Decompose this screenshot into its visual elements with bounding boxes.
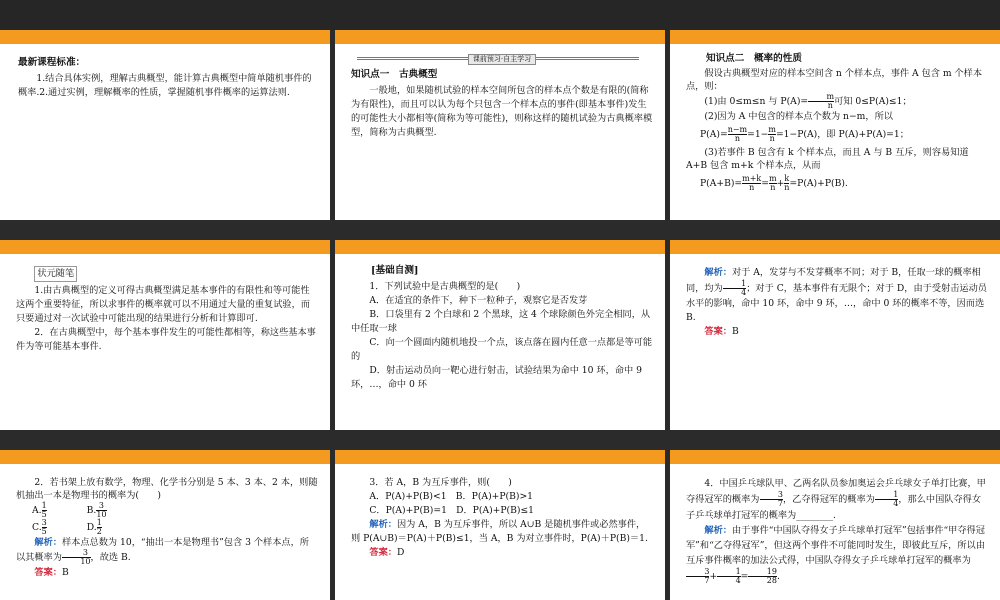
answer-label: 答案： — [369, 547, 397, 558]
slide-band — [0, 30, 330, 44]
slide-9[interactable] — [670, 450, 1000, 600]
slide-5[interactable] — [335, 240, 665, 430]
property-2: (2)因为 A 中包含的样本点个数为 n−m，所以 — [704, 111, 893, 122]
slide-3[interactable] — [670, 30, 1000, 220]
analysis-label: 解析： — [369, 519, 397, 530]
question-text: 2．若书架上放有数学，物理、化学书分别是 5 本、3 本、2 本，则随机抽出一本是物理书的概率为( ) — [16, 477, 318, 501]
analysis-label: 解析： — [34, 537, 62, 548]
choices-row-1 — [16, 502, 318, 519]
slide-heading: [基础自测] — [371, 265, 419, 276]
fraction: $\frac{n-m}{n}$ — [727, 125, 748, 143]
question-text: 3．若 A，B 为互斥事件，则( ) — [369, 477, 512, 488]
choice-a: A．在适宜的条件下，种下一粒种子，观察它是否发芽 — [369, 295, 588, 306]
analysis-text: 解析：样本点总数为 10，“抽出一本是物理书”包含 3 个样本点，所以其概率为 $\frac{3}{10}$ ，故选 B. — [16, 537, 309, 566]
slide-4[interactable] — [0, 240, 330, 430]
slide-1[interactable] — [0, 30, 330, 220]
analysis-text: 解析：由于事件“中国队夺得女子乒乓球单打冠军”包括事件“甲夺得冠军”和“乙夺得冠军”，但这两个事件不可能同时发生，即彼此互斥，所以由互斥事件概率的加法公式得，中国队夺得女子乒乓球单打冠军的概率为 $\frac{3}{7}$ + $\frac{1}{4}$ = $\frac{19}{28}$ . — [686, 525, 985, 585]
slide-text: 1.结合具体实例，理解古典概型，能计算古典概型中简单随机事件的概率.2.通过实例，理解概率的性质，掌握随机事件概率的运算法则. — [18, 73, 312, 98]
slide-band — [670, 30, 1000, 44]
fraction: $\frac{3}{10}$ — [62, 549, 91, 566]
fraction: $\frac{1}{4}$ — [723, 280, 746, 297]
slide-heading: 知识点一 古典概型 — [351, 69, 438, 80]
formula-2: P(A)= $\frac{n-m}{n}$ =1− $\frac{m}{n}$ =1−P(A)，即 P(A)+P(A)=1； — [700, 125, 909, 143]
choice-d: D. $\frac{1}{2}$ — [86, 518, 102, 536]
analysis-label: 解析： — [704, 525, 732, 536]
fraction: $\frac{m+k}{n}$ — [742, 174, 762, 192]
slide-band — [670, 450, 1000, 464]
slide-8[interactable] — [335, 450, 665, 600]
slide-7[interactable] — [0, 450, 330, 600]
choice-c: C. $\frac{3}{5}$ — [32, 518, 47, 536]
answer-text: 答案：D — [369, 547, 405, 558]
analysis-label: 解析： — [704, 267, 732, 278]
slide-text: 1.由古典概型的定义可得古典概型满足基本事件的有限性和等可能性这两个重要特征，所以求事件的概率就可以不用通过大量的重复试验，而只要通过对一次试验中可能出现的结果进行分析和计算即可. — [16, 285, 310, 324]
property-3: (3)若事件 B 包含有 k 个样本点，而且 A 与 B 互斥，则容易知道 A+B 包含 m+k 个样本点，从而 — [686, 147, 969, 171]
fraction: $\frac{k}{n}$ — [784, 174, 790, 192]
slide-band — [335, 30, 665, 44]
slide-band — [335, 450, 665, 464]
slide-text: 2．在古典概型中，每个基本事件发生的可能性都相等，称这些基本事件为等可能基本事件. — [16, 327, 316, 352]
fraction: $\frac{m}{n}$ — [768, 174, 777, 192]
choice-a: A. $\frac{1}{5}$ — [32, 501, 47, 519]
question-text: 4．中国乒乓球队甲、乙两名队员参加奥运会乒乓球女子单打比赛，甲夺得冠军的概率为 $\frac{3}{7}$ ，乙夺得冠军的概率为 $\frac{1}{4}$ ，那么中国队夺得女子乒乓球单打冠军的概率为________. — [686, 478, 986, 521]
tip-tag: 状元随笔 — [34, 266, 77, 282]
answer-label: 答案： — [704, 326, 732, 337]
slide-text: 一般地，如果随机试验的样本空间所包含的样本点个数是有限的(简称为有限性)，而且可以认为每个只包含一个样本点的事件(即基本事件)发生的可能性大小都相等(简称为等可能性)，则称这样的随机试验为古典概率模型，简称为古典概型. — [351, 85, 653, 138]
answer-text: 答案：B — [34, 567, 69, 578]
analysis-text: 解析：对于 A，发芽与不发芽概率不同；对于 B，任取一球的概率相同，均为 $\frac{1}{4}$ ；对于 C，基本事件有无限个；对于 D，由于受射击运动员水平的影响，命中 10 环，命中 9 环，…，命中 0 环的概率不等，因而选 B. — [686, 267, 987, 323]
question-text: 1．下列试验中是古典概型的是( ) — [369, 281, 521, 292]
choice-d: D．射击运动员向一靶心进行射击，试验结果为命中 10 环，命中 9 环，…，命中 0 环 — [351, 365, 642, 390]
choices-ab: A．P(A)+P(B)<1 B．P(A)+P(B)>1 — [369, 491, 533, 502]
analysis-text: 解析：因为 A，B 为互斥事件，所以 A∪B 是随机事件或必然事件，则 P(A∪B)＝P(A)＋P(B)≤1，当 A，B 为对立事件时，P(A)＋P(B)＝1. — [351, 519, 648, 544]
slide-2[interactable] — [335, 30, 665, 220]
choice-c: C．向一个圆面内随机地投一个点，该点落在圆内任意一点都是等可能的 — [351, 337, 653, 362]
slide-text: 假设古典概型对应的样本空间含 n 个样本点，事件 A 包含 m 个样本点，则： — [686, 68, 983, 92]
top-bar — [0, 0, 1000, 30]
section-banner — [351, 52, 653, 64]
slide-heading: 知识点二 概率的性质 — [706, 53, 802, 64]
choice-b: B．口袋里有 2 个白球和 2 个黑球，这 4 个球除颜色外完全相同，从中任取一球 — [351, 309, 651, 334]
slide-band — [0, 240, 330, 254]
slide-6[interactable] — [670, 240, 1000, 430]
choices-cd: C．P(A)+P(B)=1 D．P(A)+P(B)≤1 — [369, 505, 535, 516]
slide-heading: 最新课程标准： — [18, 57, 86, 68]
slide-band — [0, 450, 330, 464]
fraction: $\frac{m}{n}$ — [768, 125, 776, 143]
slide-band — [670, 240, 1000, 254]
fraction: $\frac{m}{n}$ — [808, 93, 834, 110]
slide-band — [335, 240, 665, 254]
formula-3: P(A+B)= $\frac{m+k}{n}$ = $\frac{m}{n}$ + $\frac{k}{n}$ =P(A)+P(B). — [700, 174, 848, 192]
property-1: (1)由 0≤m≤n 与 P(A)= $\frac{m}{n}$ 可知 0≤P(A)≤1； — [704, 92, 912, 110]
choice-b: B. $\frac{3}{10}$ — [86, 501, 107, 519]
answer-text: 答案：B — [704, 326, 739, 337]
banner-label: 课前预习·自主学习 — [468, 54, 536, 65]
answer-label: 答案： — [34, 567, 62, 578]
choices-row-2 — [16, 519, 318, 536]
